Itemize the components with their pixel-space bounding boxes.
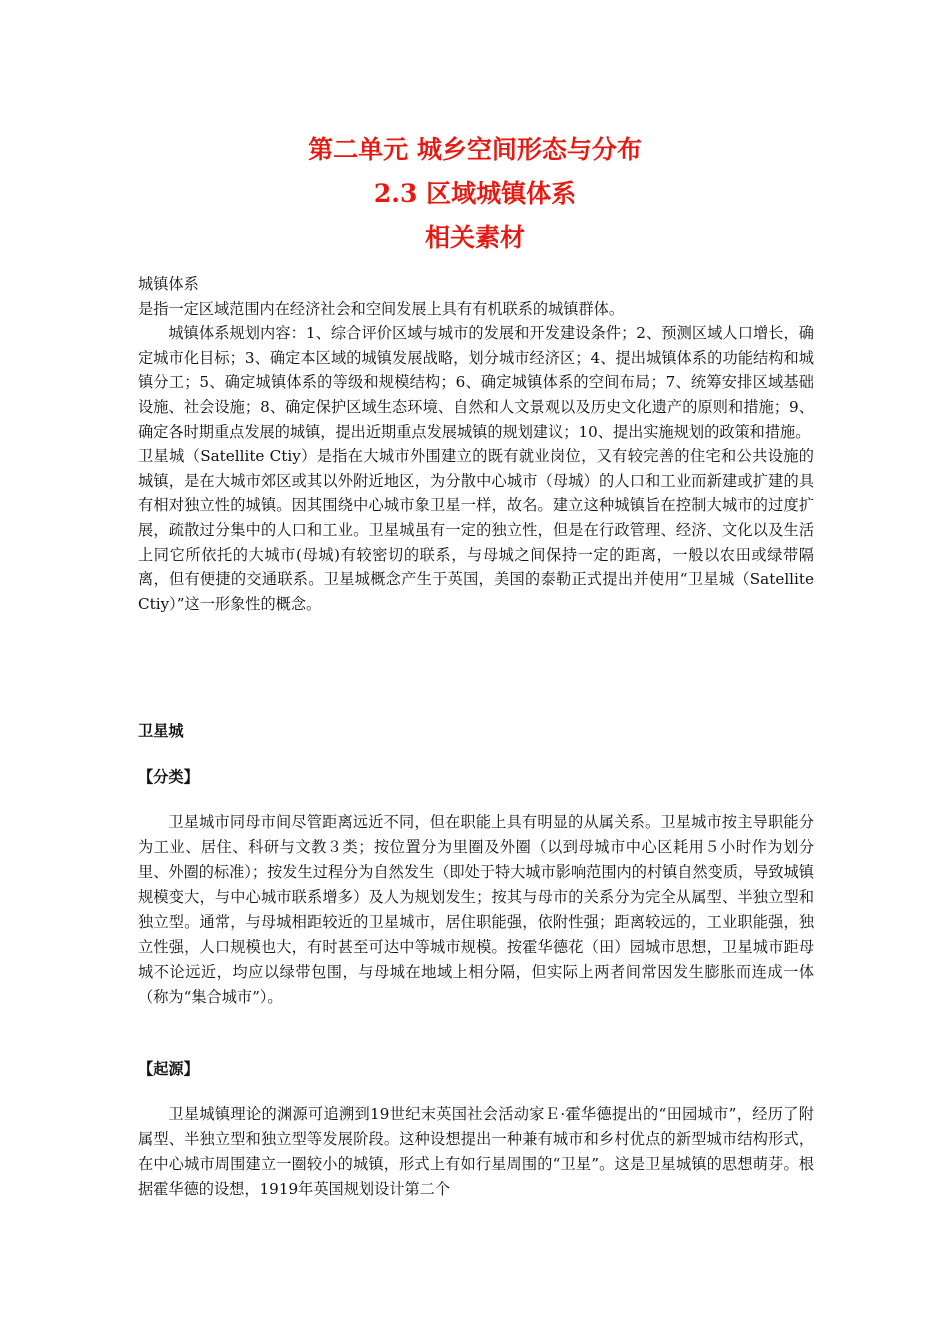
intro-content bbox=[138, 272, 814, 616]
term-definition: 是指一定区域范围内在经济社会和空间发展上具有有机联系的城镇群体。 bbox=[138, 299, 624, 318]
planning-paragraph: 城镇体系规划内容：1、综合评价区域与城市的发展和开发建设条件；2、预测区域人口增长，确定城市化目标；3、确定本区域的城镇发展战略，划分城市经济区；4、提出城镇体系的功能结构和城镇分工；5、确定城镇体系的等级和规模结构；6、确定城镇体系的空间布局；7、统筹安排区域基础设施、社会设施；8、确定保护区域生态环境、自然和人文景观以及历史文化遗产的原则和措施；9、确定各时期重点发展的城镇，提出近期重点发展城镇的规划建议；10、提出实施规划的政策和措施。 bbox=[138, 324, 814, 441]
title-block bbox=[0, 128, 950, 260]
origin-paragraph: 卫星城镇理论的渊源可追溯到19世纪末英国社会活动家Ｅ·霍华德提出的“田园城市”，经历了附属型、半独立型和独立型等发展阶段。这种设想提出一种兼有城市和乡村优点的新型城市结构形式，在中心城市周围建立一圈较小的城镇，形式上有如行星周围的“卫星”。这是卫星城镇的思想萌芽。根据霍华德的设想，1919年英国规划设计第二个 bbox=[138, 1105, 814, 1198]
satellite-heading: 卫星城 bbox=[138, 722, 184, 740]
classification-paragraph: 卫星城市同母市间尽管距离远近不同，但在职能上具有明显的从属关系。卫星城市按主导职能分为工业、居住、科研与文教３类；按位置分为里圈及外圈（以到母城市中心区耗用５小时作为划分里、外圈的标准）；按发生过程分为自然发生（即处于特大城市影响范围内的村镇自然变质，导致城镇规模变大，与中心城市联系增多）及人为规划发生；按其与母市的关系分为完全从属型、半独立型和独立型。通常，与母城相距较近的卫星城市，居住职能强，依附性强；距离较远的，工业职能强，独立性强，人口规模也大，有时甚至可达中等城市规模。按霍华德花（田）园城市思想，卫星城市距母城不论远近，均应以绿带包围，与母城在地域上相分隔，但实际上两者间常因发生膨胀而连成一体（称为“集合城市”）。 bbox=[138, 813, 814, 1006]
term-heading: 城镇体系 bbox=[138, 275, 199, 293]
classification-label: 【分类】 bbox=[138, 768, 199, 786]
classification-body bbox=[138, 810, 814, 1010]
satellite-paragraph: 卫星城（Satellite Ctiy）是指在大城市外围建立的既有就业岗位，又有较完善的住宅和公共设施的城镇，是在大城市郊区或其以外附近地区，为分散中心城市（母城）的人口和工业而新建或扩建的具有相对独立性的城镇。因其围绕中心城市象卫星一样，故名。建立这种城镇旨在控制大城市的过度扩展，疏散过分集中的人口和工业。卫星城虽有一定的独立性，但是在行政管理、经济、文化以及生活上同它所依托的大城市(母城)有较密切的联系，与母城之间保持一定的距离，一般以农田或绿带隔离，但有便捷的交通联系。卫星城概念产生于英国，美国的泰勒正式提出并使用“卫星城（Satellite Ctiy）”这一形象性的概念。 bbox=[138, 447, 814, 613]
origin-body bbox=[138, 1102, 814, 1202]
unit-title: 第二单元 城乡空间形态与分布 bbox=[308, 135, 642, 164]
origin-label: 【起源】 bbox=[138, 1060, 199, 1078]
material-title: 相关素材 bbox=[424, 223, 525, 252]
section-title: 2.3 区域城镇体系 bbox=[373, 179, 577, 208]
